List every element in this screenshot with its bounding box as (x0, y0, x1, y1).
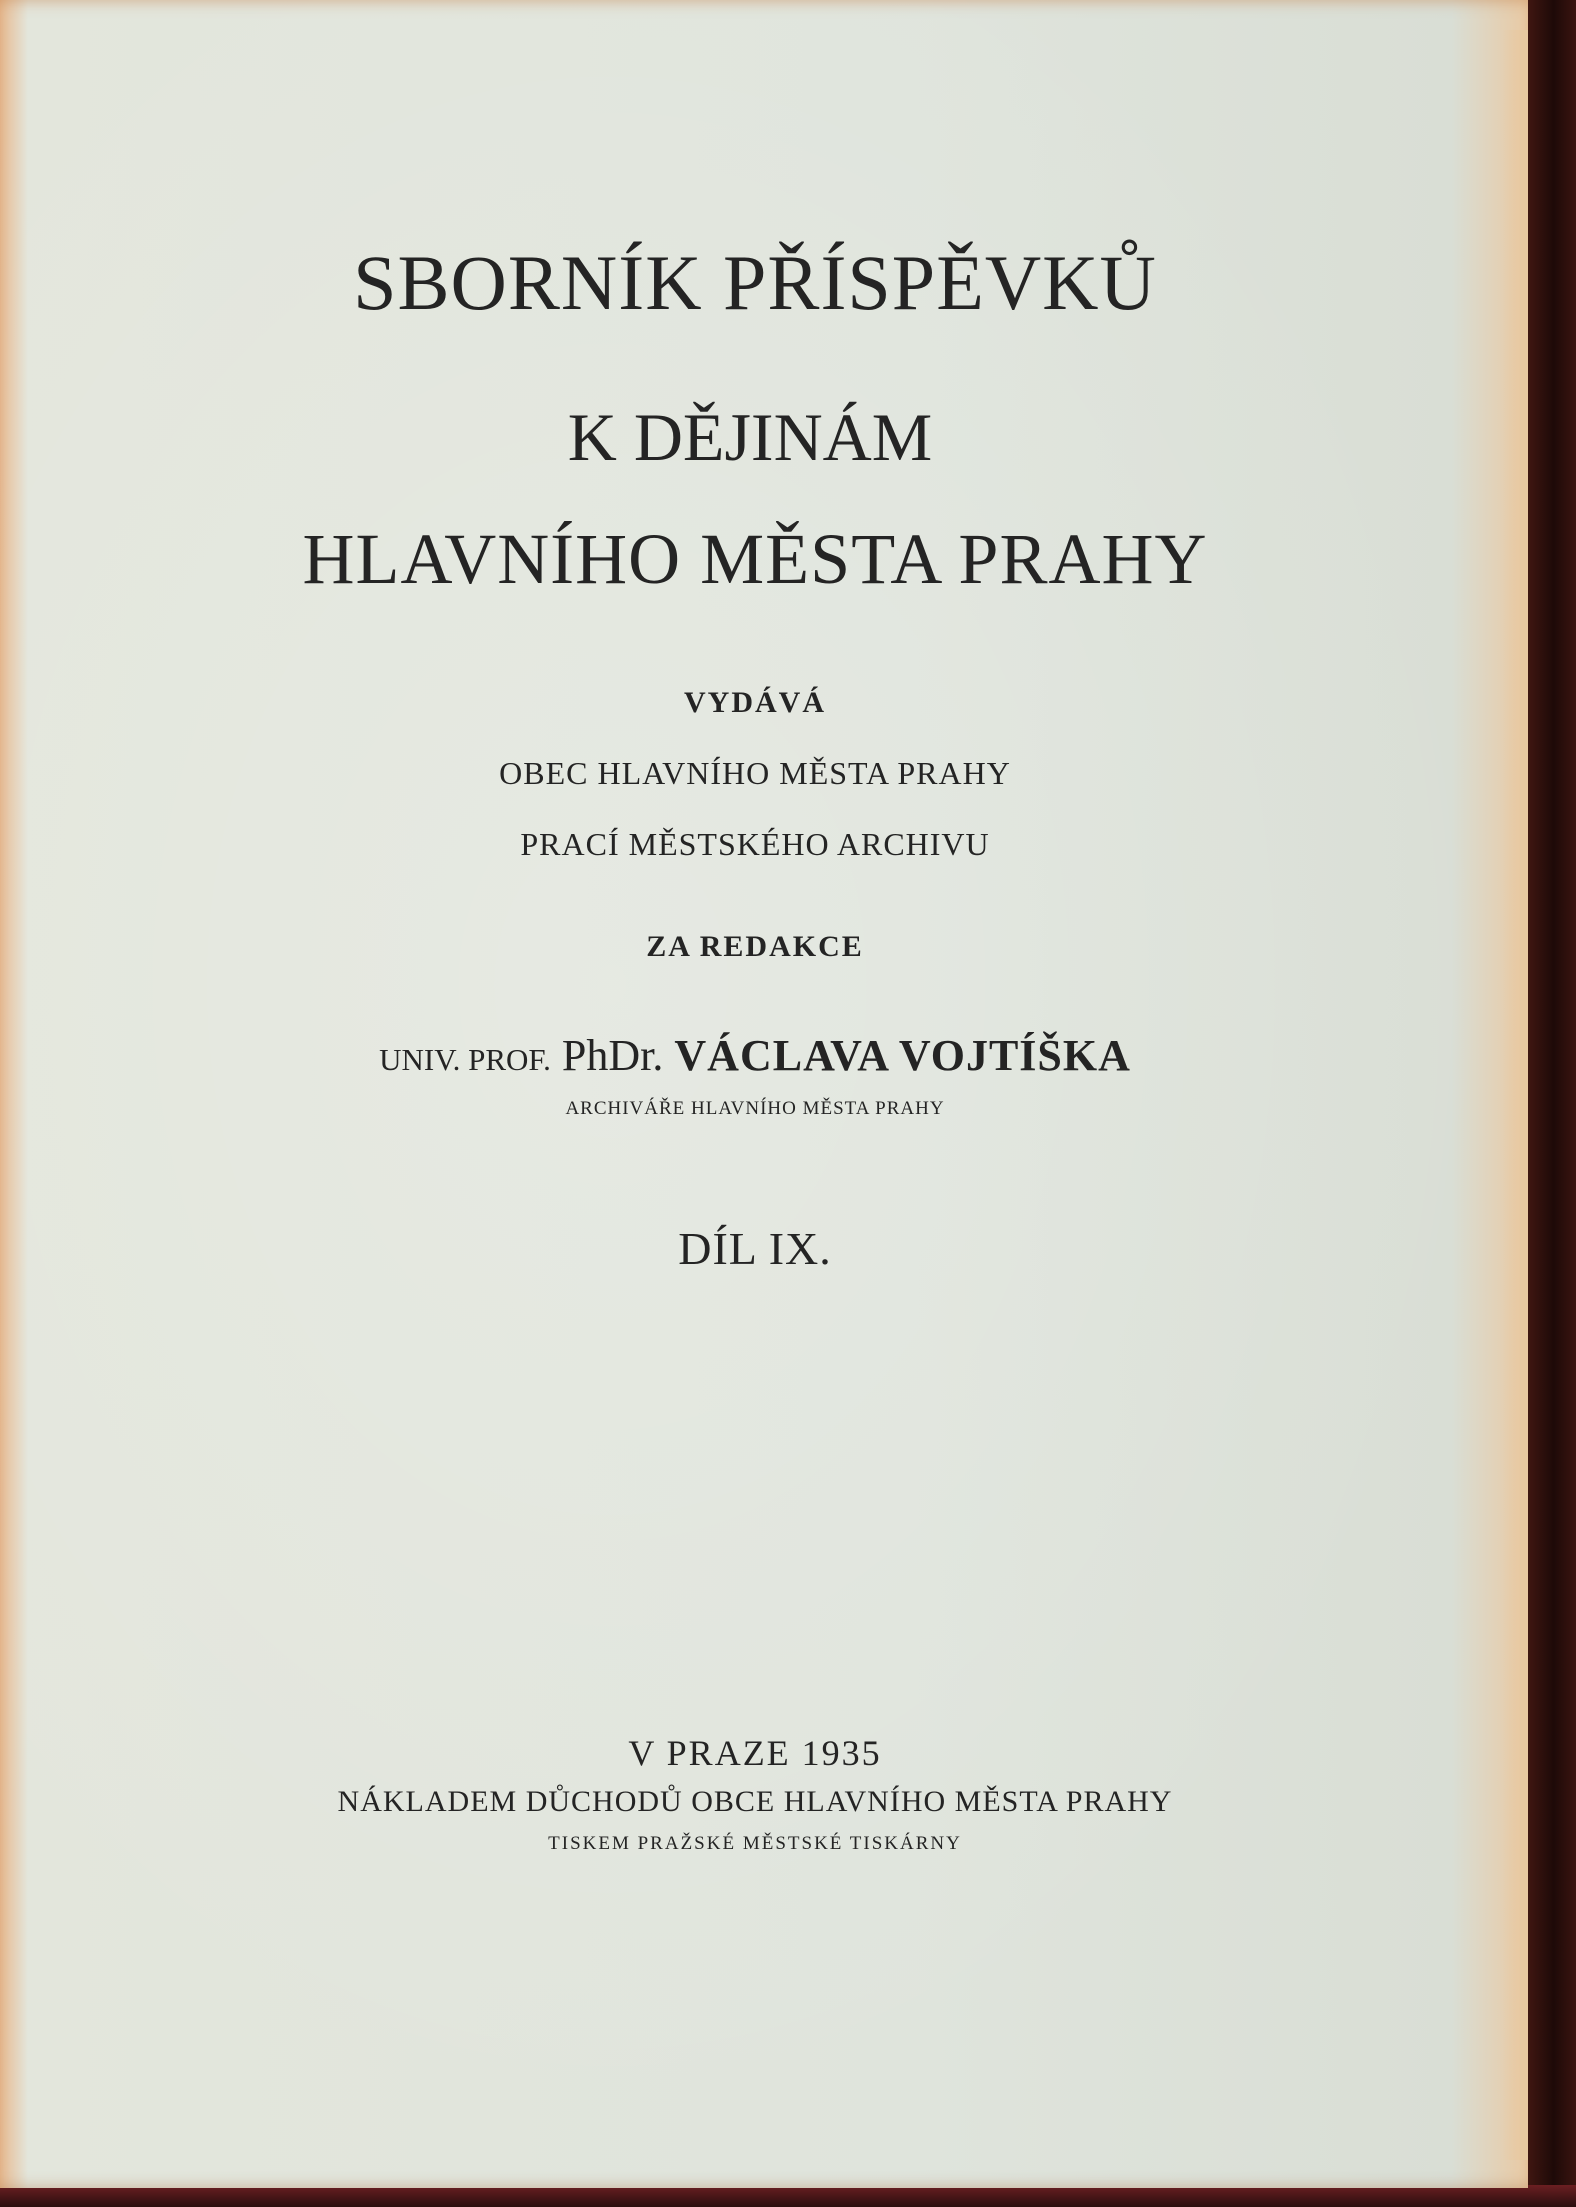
edited-by: ZA REDAKCE (646, 930, 864, 963)
imprint-place-year: V PRAZE 1935 (628, 1733, 882, 1773)
title-line-2: K DĚJINÁM (567, 399, 933, 475)
editor-degree: PhDr. (561, 1031, 664, 1080)
publisher-work: PRACÍ MĚSTSKÉHO ARCHIVU (520, 826, 990, 862)
editor-prefix: UNIV. PROF. (379, 1042, 551, 1077)
title-line-1: SBORNÍK PŘÍSPĚVKŮ (353, 239, 1157, 326)
publisher-org: OBEC HLAVNÍHO MĚSTA PRAHY (499, 755, 1011, 791)
editor-name: VÁCLAVA VOJTÍŠKA (674, 1031, 1131, 1080)
editor-line (0, 1030, 1510, 1081)
book-binding-bottom (0, 2185, 1576, 2207)
imprint-printer: TISKEM PRAŽSKÉ MĚSTSKÉ TISKÁRNY (548, 1833, 962, 1854)
imprint-funding: NÁKLADEM DŮCHODŮ OBCE HLAVNÍHO MĚSTA PRAHY (337, 1785, 1173, 1818)
volume-number: DÍL IX. (678, 1223, 832, 1274)
title-line-3: HLAVNÍHO MĚSTA PRAHY (302, 519, 1208, 599)
editor-role: ARCHIVÁŘE HLAVNÍHO MĚSTA PRAHY (565, 1098, 945, 1119)
book-binding-right (1520, 0, 1576, 2207)
issued-by: VYDÁVÁ (684, 686, 826, 719)
